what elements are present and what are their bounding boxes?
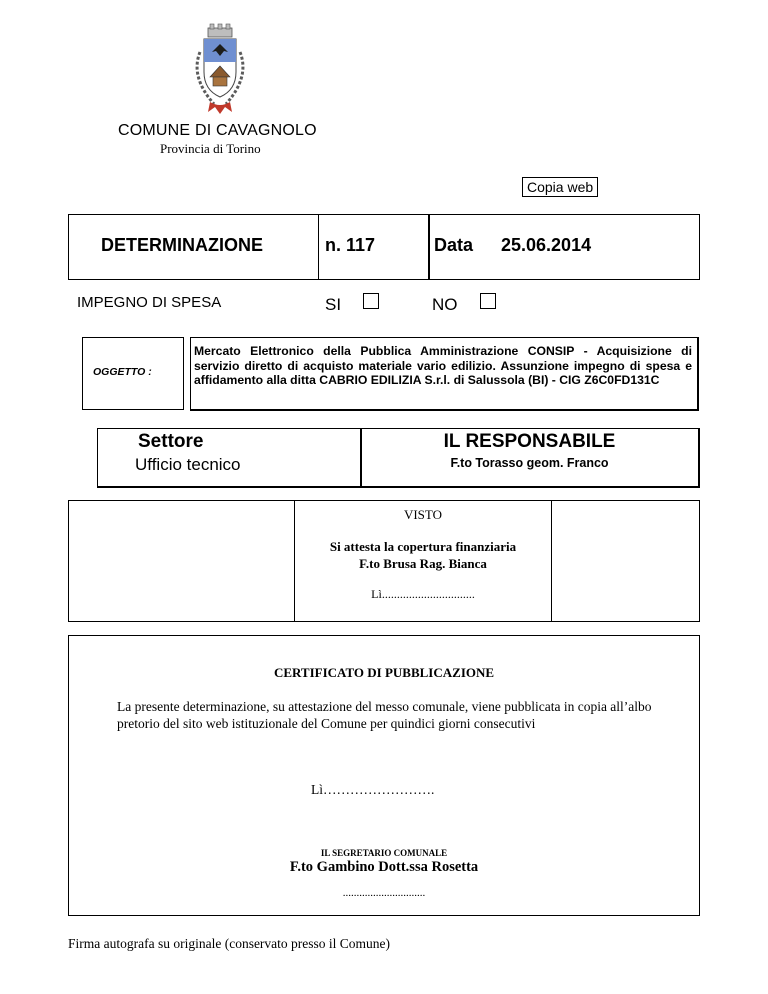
certificato-place-date: Lì……………………. bbox=[311, 782, 435, 797]
no-label: NO bbox=[432, 295, 458, 314]
oggetto-label-box bbox=[82, 337, 184, 410]
visto-box bbox=[68, 500, 700, 622]
no-checkbox[interactable] bbox=[480, 293, 496, 309]
si-checkbox[interactable] bbox=[363, 293, 379, 309]
visto-title: VISTO bbox=[403, 507, 443, 522]
comune-crest-logo bbox=[170, 22, 270, 117]
signature-line: .............................. bbox=[342, 887, 426, 899]
footer-note: Firma autografa su originale (conservato presso il Comune) bbox=[68, 936, 391, 951]
copertura-finanziaria-text: Si attesta la copertura finanziaria bbox=[329, 539, 517, 554]
visto-signatory: F.to Brusa Rag. Bianca bbox=[359, 556, 487, 571]
certificato-box bbox=[68, 635, 700, 916]
si-label: SI bbox=[325, 295, 342, 314]
settore-box bbox=[97, 428, 362, 488]
divider bbox=[318, 215, 319, 279]
comune-name: COMUNE DI CAVAGNOLO bbox=[118, 122, 317, 139]
determinazione-date: 25.06.2014 bbox=[501, 235, 592, 255]
responsabile-title: IL RESPONSABILE bbox=[443, 431, 616, 452]
settore-title: Settore bbox=[138, 431, 204, 452]
certificato-text: La presente determinazione, su attestazione del messo comunale, viene pubblicata in copia all’albo pretorio del sito web istituzionale del Comune per quindici giorni consecutivi bbox=[117, 699, 652, 731]
determinazione-title: DETERMINAZIONE bbox=[101, 235, 263, 255]
oggetto-text: Mercato Elettronico della Pubblica Amministrazione CONSIP - Acquisizione di servizio diretto di acquisto materiale vario edilizio. Assunzione impegno di spesa e affidamento alla ditta CABRIO EDILIZIA S.r.l. di Salussola (BI) - CIG Z6C0FD131C bbox=[194, 344, 692, 387]
data-label: Data bbox=[434, 235, 474, 255]
segretario-name: F.to Gambino Dott.ssa Rosetta bbox=[289, 859, 479, 875]
segretario-title: IL SEGRETARIO COMUNALE bbox=[320, 848, 448, 858]
responsabile-name: F.to Torasso geom. Franco bbox=[450, 456, 609, 470]
divider bbox=[551, 501, 552, 621]
certificato-title: CERTIFICATO DI PUBBLICAZIONE bbox=[273, 665, 495, 680]
settore-value: Ufficio tecnico bbox=[135, 455, 241, 474]
copia-web-label: Copia web bbox=[522, 177, 598, 197]
visto-place-date: Lì............................... bbox=[371, 587, 475, 601]
oggetto-text-box bbox=[190, 337, 699, 411]
determinazione-header-box bbox=[68, 214, 700, 280]
responsabile-box bbox=[360, 428, 700, 488]
provincia-name: Provincia di Torino bbox=[160, 141, 261, 156]
oggetto-label: OGGETTO : bbox=[93, 366, 152, 378]
impegno-di-spesa-label: IMPEGNO DI SPESA bbox=[77, 294, 222, 311]
divider bbox=[428, 215, 430, 279]
determinazione-number: n. 117 bbox=[325, 235, 376, 255]
